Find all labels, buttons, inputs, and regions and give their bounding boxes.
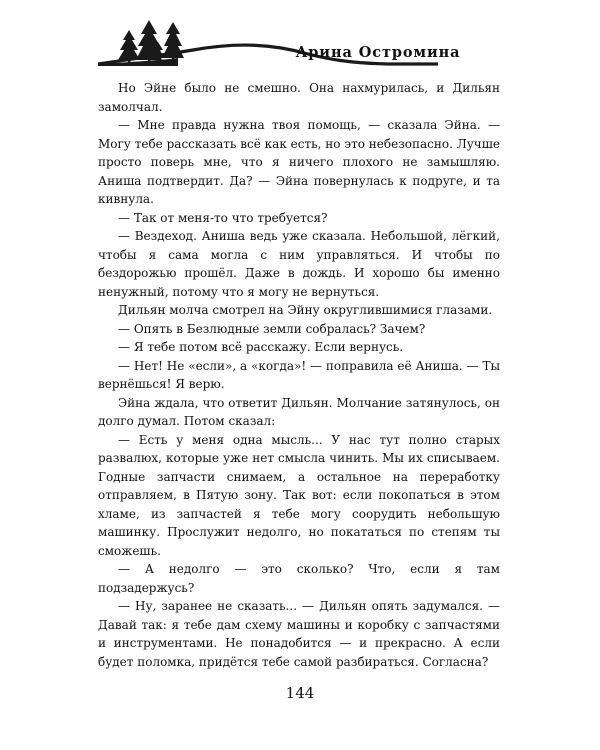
paragraph: — А недолго — это сколько? Что, если я там подзадержусь? [98, 562, 500, 595]
paragraph: — Так от меня-то что требуется? [118, 210, 328, 225]
paragraph: — Есть у меня одна мысль... У нас тут полно старых развалюх, которые уже нет смысла чинить. Мы их списываем. Годные запчасти снимаем, а остальное на переработку отправляем, в Пятую зону. Так вот: если покопаться в этом хламе, из запчастей я тебе могу соорудить небольшую машинку. Прослужит недолго, но покататься по степям ты сможешь. [98, 432, 500, 558]
paragraph: — Ну, заранее не сказать... — Дильян опять задумался. — Давай так: я тебе дам схему машины и коробку с запчастями и инструментами. Не понадобится — и прекрасно. А если будет поломка, придётся тебе самой разбираться. Согласна? [98, 599, 500, 669]
book-text [98, 79, 500, 671]
author-name: Арина Остромина [295, 43, 461, 61]
paragraph: Эйна ждала, что ответит Дильян. Молчание затянулось, он долго думал. Потом сказал: [98, 395, 500, 428]
paragraph: — Мне правда нужна твоя помощь, — сказала Эйна. — Могу тебе рассказать всё как есть, но это небезопасно. Лучше просто поверь мне, что я ничего плохого не замышляю. Аниша подтвердит. Да? — Эйна повернулась к подруге, и та кивнула. [98, 118, 500, 206]
paragraph: Дильян молча смотрел на Эйну округлившимися глазами. [118, 303, 493, 317]
page-header [0, 0, 600, 82]
paragraph: Но Эйне было не смешно. Она нахмурилась, и Дильян замолчал. [98, 81, 500, 114]
paragraph: — Нет! Не «если», а «когда»! — поправила её Аниша. — Ты вернёшься! Я верю. [98, 358, 500, 391]
paragraph: — Вездеход. Аниша ведь уже сказала. Небольшой, лёгкий, чтобы я сама могла с ним управляться. И чтобы по бездорожью прошёл. Даже в дождь. И хорошо бы именно ненужный, потому что я могу не вернуться. [98, 229, 500, 299]
page-number: 144 [285, 684, 315, 702]
paragraph: — Я тебе потом всё расскажу. Если вернусь. [118, 340, 404, 354]
paragraph: — Опять в Безлюдные земли собралась? Зачем? [118, 321, 426, 336]
